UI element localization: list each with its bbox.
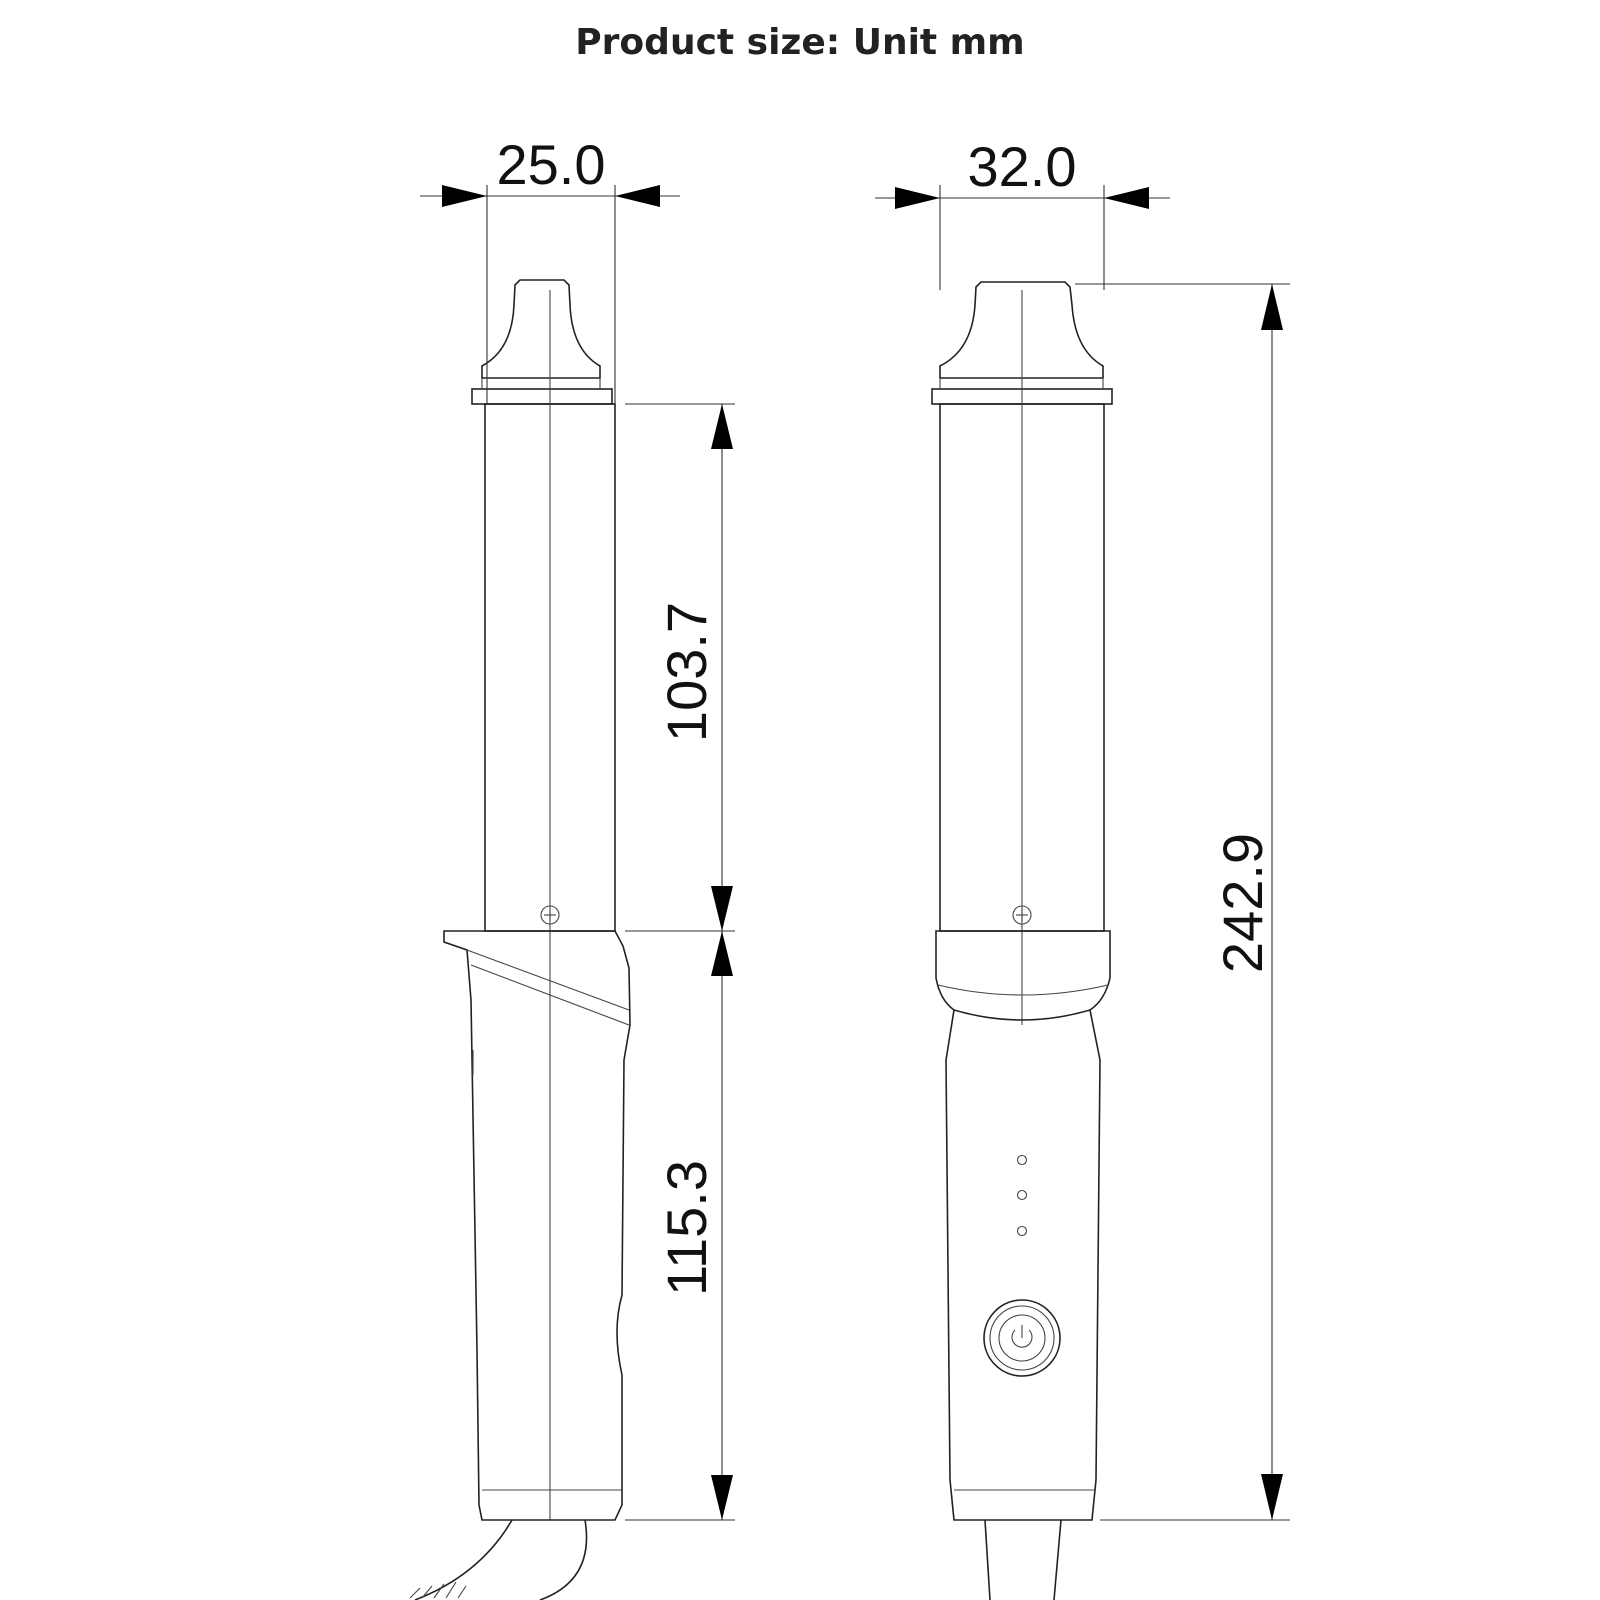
front-grip bbox=[946, 1010, 1100, 1520]
dim-total-length-label: 242.9 bbox=[1211, 832, 1274, 974]
dim-side-width-label: 25.0 bbox=[496, 133, 606, 196]
side-tip bbox=[482, 280, 600, 378]
indicator-light bbox=[1018, 1191, 1027, 1200]
side-handle bbox=[444, 931, 630, 1520]
front-view bbox=[932, 282, 1112, 1600]
dim-handle-length-label: 115.3 bbox=[655, 1160, 718, 1296]
power-button[interactable] bbox=[984, 1300, 1060, 1376]
drawing-title: Product size: Unit mm bbox=[575, 22, 1025, 63]
dim-barrel-length bbox=[625, 404, 735, 931]
dim-front-width bbox=[875, 135, 1170, 290]
indicator-lights bbox=[1018, 1156, 1027, 1236]
indicator-light bbox=[1018, 1227, 1027, 1236]
front-cord bbox=[985, 1520, 1061, 1600]
dim-front-width-label: 32.0 bbox=[967, 135, 1077, 198]
indicator-light bbox=[1018, 1156, 1027, 1165]
side-collar bbox=[472, 389, 612, 404]
dim-barrel-length-label: 103.7 bbox=[655, 601, 718, 743]
side-view bbox=[410, 280, 630, 1600]
dim-total-length bbox=[1075, 284, 1290, 1520]
power-icon bbox=[1012, 1325, 1032, 1347]
front-handle-collar bbox=[936, 931, 1110, 1020]
dim-handle-length bbox=[625, 931, 735, 1520]
